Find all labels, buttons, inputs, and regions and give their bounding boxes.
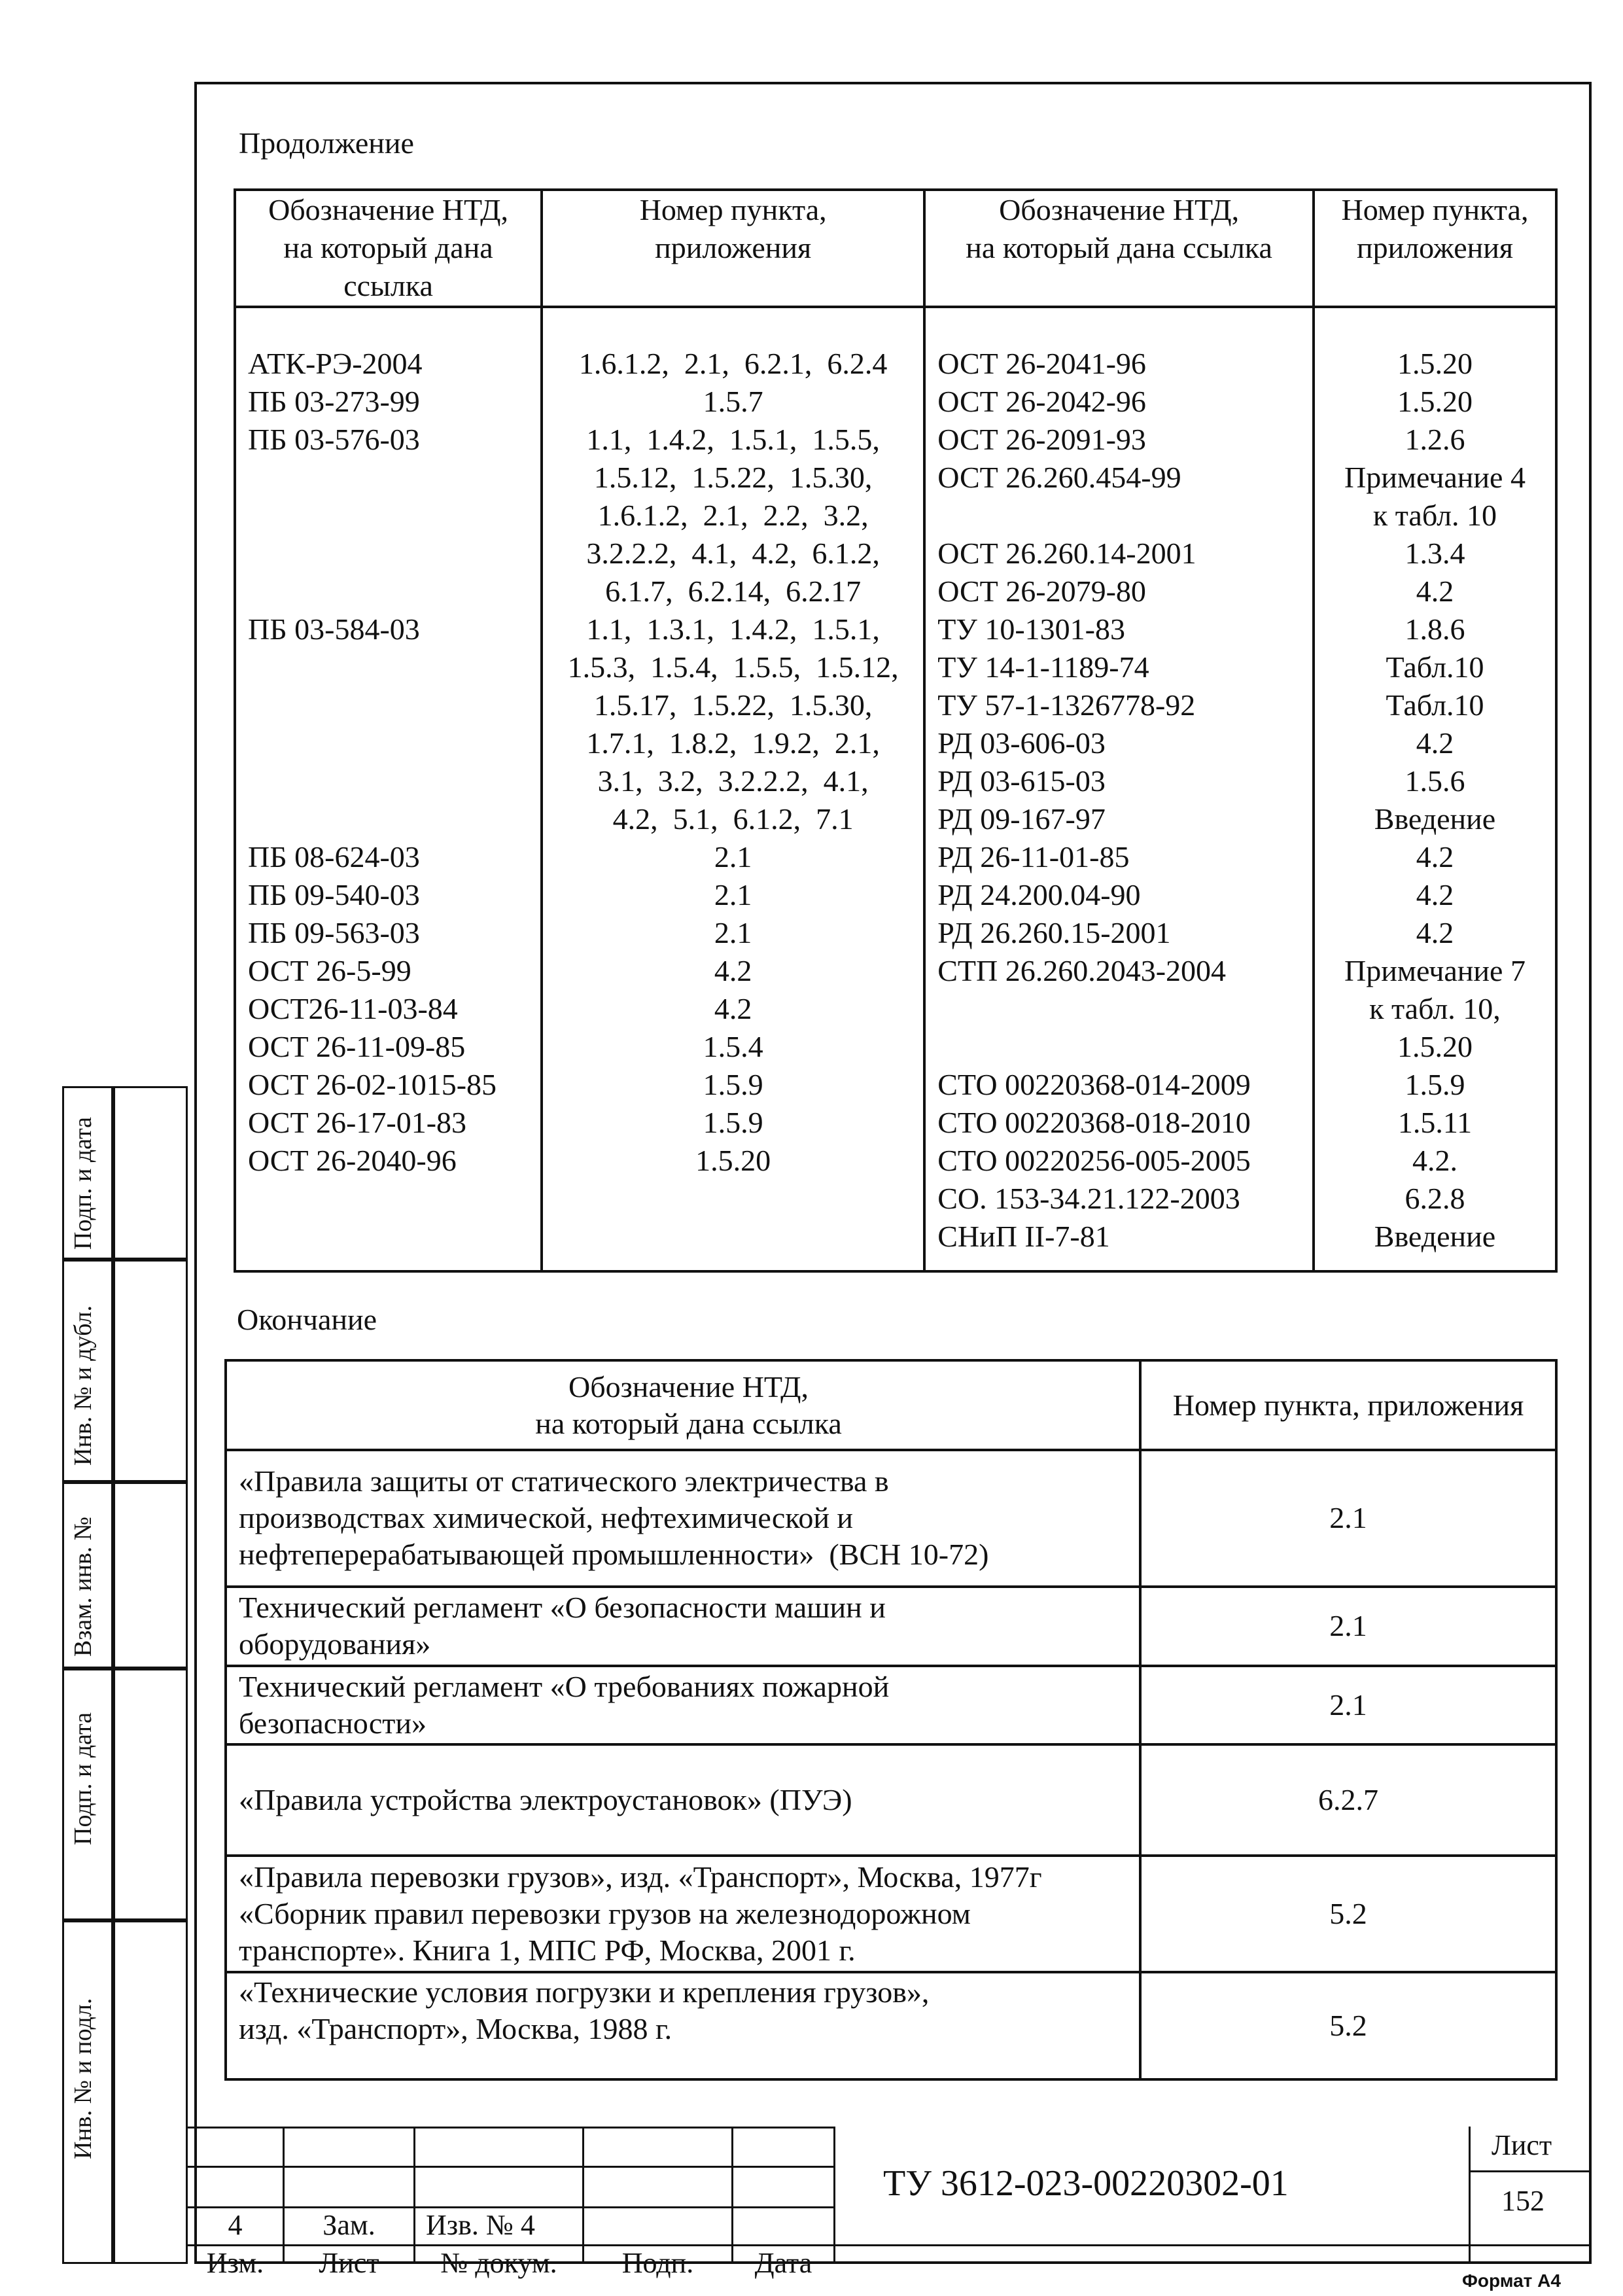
item-number: 1.6.1.2, 2.1, 6.2.1, 6.2.4 bbox=[578, 347, 888, 380]
designation-line: Технический регламент «О требованиях пожарной bbox=[239, 1669, 890, 1703]
header-text-line: Обозначение НТД, bbox=[999, 193, 1240, 226]
item-number: 1.5.9 bbox=[703, 1068, 763, 1101]
side-label-inv-orig: Инв. № и подл. bbox=[69, 1998, 97, 2159]
ntd-designation: ОСТ 26-2041-96 bbox=[937, 347, 1146, 380]
item-number: 1.3.4 bbox=[1405, 537, 1465, 570]
item-number: 2.1 bbox=[1140, 1587, 1556, 1666]
ntd-designation bbox=[226, 1450, 1140, 1587]
designation-line: «Технические условия погрузки и крепления грузов», bbox=[239, 1975, 930, 2009]
ntd-designation: ОСТ26-11-03-84 bbox=[248, 992, 458, 1025]
designation-line: нефтеперерабатывающей промышленности» (ВСН 10-72) bbox=[239, 1538, 989, 1572]
item-number: 1.5.20 bbox=[695, 1144, 771, 1177]
item-number: 1.2.6 bbox=[1405, 423, 1465, 456]
ntd-designation: ПБ 09-563-03 bbox=[248, 916, 420, 949]
ntd-designation bbox=[248, 686, 540, 724]
ntd-designation bbox=[248, 497, 540, 535]
references-table-end bbox=[224, 1359, 1558, 2081]
table2-caption: Окончание bbox=[237, 1303, 377, 1336]
col-date: Дата bbox=[754, 2247, 812, 2279]
header-text-line: Номер пункта, bbox=[639, 193, 827, 226]
item-number: 5.2 bbox=[1140, 1972, 1556, 2079]
ntd-designation: АТК-РЭ-2004 bbox=[248, 347, 423, 380]
ntd-designation bbox=[248, 762, 540, 800]
ntd-designation bbox=[226, 1856, 1140, 1972]
ntd-designation: ОСТ 26-2079-80 bbox=[937, 574, 1146, 608]
item-number: 3.2.2.2, 4.1, 4.2, 6.1.2, bbox=[586, 537, 880, 570]
col-doc: № докум. bbox=[440, 2247, 557, 2279]
ntd-designation bbox=[248, 648, 540, 686]
ntd-designation bbox=[226, 1666, 1140, 1745]
ntd-designation: ПБ 08-624-03 bbox=[248, 840, 420, 874]
header-text-line: Обозначение НТД, bbox=[568, 1369, 809, 1404]
table-row bbox=[226, 1587, 1556, 1666]
header-text-line: Номер пункта, bbox=[1341, 193, 1529, 226]
header-right-item-number bbox=[1314, 190, 1556, 307]
ntd-designation: ПБ 03-584-03 bbox=[248, 612, 420, 646]
ntd-designation: ОСТ 26.260.14-2001 bbox=[937, 537, 1196, 570]
item-number: Примечание 4 bbox=[1344, 461, 1526, 494]
ntd-designation bbox=[248, 724, 540, 762]
designation-line: безопасности» bbox=[239, 1706, 427, 1740]
right-designation-column bbox=[924, 307, 1314, 1271]
side-label-inv-dup: Инв. № и дубл. bbox=[69, 1305, 97, 1466]
ntd-designation: ПБ 03-576-03 bbox=[248, 423, 420, 456]
header-text-line: ссылка bbox=[343, 269, 433, 302]
header-item-number: Номер пункта, приложения bbox=[1140, 1360, 1556, 1450]
ntd-designation bbox=[248, 800, 540, 838]
ntd-designation: ОСТ 26-2091-93 bbox=[937, 423, 1146, 456]
left-item-number-column bbox=[542, 307, 924, 1271]
designation-line: «Сборник правил перевозки грузов на железнодорожном bbox=[239, 1897, 971, 1931]
ntd-designation: ТУ 14-1-1189-74 bbox=[937, 650, 1149, 684]
item-number: 4.2 bbox=[1416, 878, 1454, 911]
item-number: 1.1, 1.3.1, 1.4.2, 1.5.1, bbox=[586, 612, 880, 646]
format-label: Формат А4 bbox=[1462, 2270, 1561, 2291]
ntd-designation: РД 03-606-03 bbox=[937, 726, 1106, 760]
header-text-line: приложения bbox=[1356, 231, 1513, 264]
ntd-designation: РД 03-615-03 bbox=[937, 764, 1106, 798]
header-text-line: Обозначение НТД, bbox=[268, 193, 509, 226]
header-text-line: на который дана ссылка bbox=[966, 231, 1272, 264]
left-designation-column bbox=[235, 307, 542, 1271]
side-label-sign-date: Подп. и дата bbox=[69, 1116, 97, 1250]
designation-line: производствах химической, нефтехимической и bbox=[239, 1501, 854, 1535]
item-number: 4.2 bbox=[1416, 916, 1454, 949]
item-number: 2.1 bbox=[714, 916, 752, 949]
ntd-designation bbox=[937, 497, 1312, 535]
item-number: 2.1 bbox=[714, 878, 752, 911]
ntd-designation: ПБ 09-540-03 bbox=[248, 878, 420, 911]
header-left-item-number bbox=[542, 190, 924, 307]
col-izm: Изм. bbox=[206, 2247, 264, 2279]
item-number: 1.5.3, 1.5.4, 1.5.5, 1.5.12, bbox=[567, 650, 899, 684]
item-number: к табл. 10, bbox=[1369, 992, 1501, 1025]
ntd-designation: ТУ 10-1301-83 bbox=[937, 612, 1125, 646]
item-number: 4.2. bbox=[1412, 1144, 1457, 1177]
col-list: Лист bbox=[319, 2247, 379, 2279]
ntd-designation bbox=[226, 1744, 1140, 1856]
table-row bbox=[226, 1666, 1556, 1745]
item-number: 3.1, 3.2, 3.2.2.2, 4.1, bbox=[597, 764, 869, 798]
header-text-line: на который дана ссылка bbox=[535, 1406, 842, 1440]
designation-line: оборудования» bbox=[239, 1627, 431, 1661]
col-sign: Подп. bbox=[621, 2247, 694, 2279]
rev-number: 4 bbox=[228, 2209, 243, 2241]
ntd-designation: ОСТ 26-17-01-83 bbox=[248, 1106, 467, 1139]
item-number: 1.5.17, 1.5.22, 1.5.30, bbox=[593, 688, 873, 722]
item-number: 1.6.1.2, 2.1, 2.2, 3.2, bbox=[597, 499, 869, 532]
item-number: к табл. 10 bbox=[1372, 499, 1497, 532]
item-number: 1.5.4 bbox=[703, 1030, 763, 1063]
item-number: 1.8.6 bbox=[1405, 612, 1465, 646]
item-number: 4.2 bbox=[714, 954, 752, 987]
sheet-label: Лист bbox=[1492, 2129, 1552, 2161]
item-number: 4.2 bbox=[1416, 726, 1454, 760]
item-number: Табл.10 bbox=[1386, 650, 1484, 684]
item-number: 1.5.9 bbox=[1405, 1068, 1465, 1101]
item-number: 1.5.12, 1.5.22, 1.5.30, bbox=[593, 461, 873, 494]
right-item-number-column bbox=[1314, 307, 1556, 1271]
item-number: 5.2 bbox=[1140, 1856, 1556, 1972]
item-number: 4.2, 5.1, 6.1.2, 7.1 bbox=[612, 802, 854, 836]
ntd-designation: СТО 00220368-014-2009 bbox=[937, 1068, 1251, 1101]
ntd-designation: ОСТ 26-2042-96 bbox=[937, 385, 1146, 418]
ntd-designation: РД 26.260.15-2001 bbox=[937, 916, 1171, 949]
item-number: 1.5.11 bbox=[1397, 1106, 1473, 1139]
ntd-designation: ПБ 03-273-99 bbox=[248, 385, 420, 418]
side-label-sign-date-2: Подп. и дата bbox=[69, 1712, 97, 1845]
header-right-designation bbox=[924, 190, 1314, 307]
ntd-designation: ОСТ 26-5-99 bbox=[248, 954, 411, 987]
item-number: 1.5.20 bbox=[1397, 385, 1473, 418]
item-number: 2.1 bbox=[714, 840, 752, 874]
item-number: Примечание 7 bbox=[1344, 954, 1526, 987]
item-number: 1.5.6 bbox=[1405, 764, 1465, 798]
rev-doc: Изв. № 4 bbox=[426, 2209, 535, 2241]
item-number: Введение bbox=[1374, 1220, 1496, 1253]
ntd-designation: ОСТ 26-2040-96 bbox=[248, 1144, 457, 1177]
header-left-designation bbox=[235, 190, 542, 307]
designation-line: транспорте». Книга 1, МПС РФ, Москва, 2001 г. bbox=[239, 1934, 856, 1968]
item-number: 6.2.7 bbox=[1140, 1744, 1556, 1856]
header-designation bbox=[226, 1360, 1140, 1450]
item-number: 1.7.1, 1.8.2, 1.9.2, 2.1, bbox=[586, 726, 880, 760]
item-number: 4.2 bbox=[1416, 574, 1454, 608]
item-number: 4.2 bbox=[1416, 840, 1454, 874]
item-number: 1.1, 1.4.2, 1.5.1, 1.5.5, bbox=[586, 423, 880, 456]
table-row bbox=[226, 1744, 1556, 1856]
item-number: Введение bbox=[1374, 802, 1496, 836]
item-number: 1.5.7 bbox=[703, 385, 763, 418]
ntd-designation bbox=[248, 573, 540, 610]
designation-line: «Правила устройства электроустановок» (ПУЭ) bbox=[239, 1783, 852, 1817]
ntd-designation bbox=[937, 1028, 1312, 1066]
side-stamp bbox=[62, 1086, 188, 2264]
item-number: 2.1 bbox=[1140, 1450, 1556, 1587]
document-code: ТУ 3612-023-00220302-01 bbox=[883, 2163, 1289, 2204]
item-number: 1.5.20 bbox=[1397, 1030, 1473, 1063]
ntd-designation bbox=[226, 1972, 1140, 2079]
item-number: Табл.10 bbox=[1386, 688, 1484, 722]
ntd-designation: ОСТ 26-02-1015-85 bbox=[248, 1068, 497, 1101]
table-row bbox=[226, 1972, 1556, 2079]
ntd-designation: СТО 00220368-018-2010 bbox=[937, 1106, 1251, 1139]
item-number: 1.5.9 bbox=[703, 1106, 763, 1139]
sheet-number: 152 bbox=[1501, 2185, 1544, 2217]
table-row bbox=[226, 1856, 1556, 1972]
ntd-designation: ТУ 57-1-1326778-92 bbox=[937, 688, 1196, 722]
ntd-designation: СТП 26.260.2043-2004 bbox=[937, 954, 1227, 987]
ntd-designation: РД 09-167-97 bbox=[937, 802, 1106, 836]
designation-line: изд. «Транспорт», Москва, 1988 г. bbox=[239, 2012, 672, 2046]
ntd-designation: ОСТ 26-11-09-85 bbox=[248, 1030, 466, 1063]
ntd-designation: РД 24.200.04-90 bbox=[937, 878, 1141, 911]
table-row bbox=[226, 1450, 1556, 1587]
header-text-line: приложения bbox=[655, 231, 812, 264]
item-number: 4.2 bbox=[714, 992, 752, 1025]
item-number: 6.2.8 bbox=[1405, 1182, 1465, 1215]
ntd-designation: ОСТ 26.260.454-99 bbox=[937, 461, 1181, 494]
designation-line: «Правила перевозки грузов», изд. «Транспорт», Москва, 1977г bbox=[239, 1860, 1042, 1894]
ntd-designation: СНиП II-7-81 bbox=[937, 1220, 1110, 1253]
table1-caption: Продолжение bbox=[239, 126, 414, 160]
item-number: 6.1.7, 6.2.14, 6.2.17 bbox=[605, 574, 862, 608]
ntd-designation: РД 26-11-01-85 bbox=[937, 840, 1130, 874]
header-text-line: на который дана bbox=[283, 231, 493, 264]
ntd-designation: СО. 153-34.21.122-2003 bbox=[937, 1182, 1240, 1215]
references-table-continued bbox=[234, 188, 1558, 1273]
item-number: 1.5.20 bbox=[1397, 347, 1473, 380]
item-number: 2.1 bbox=[1140, 1666, 1556, 1745]
ntd-designation bbox=[248, 535, 540, 573]
ntd-designation bbox=[937, 990, 1312, 1028]
rev-change: Зам. bbox=[323, 2209, 375, 2241]
designation-line: «Правила защиты от статического электричества в bbox=[239, 1464, 889, 1498]
ntd-designation: СТО 00220256-005-2005 bbox=[937, 1144, 1251, 1177]
designation-line: Технический регламент «О безопасности машин и bbox=[239, 1591, 886, 1625]
ntd-designation bbox=[226, 1587, 1140, 1666]
ntd-designation bbox=[248, 459, 540, 497]
side-label-replace-inv: Взам. инв. № bbox=[69, 1516, 97, 1657]
